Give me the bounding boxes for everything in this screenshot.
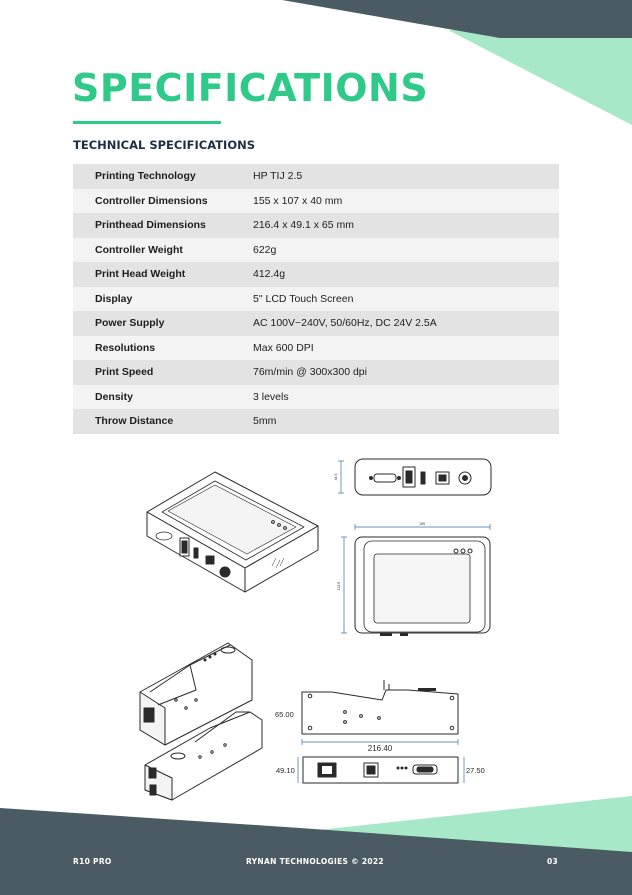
- controller-front-height-label: 44.6: [334, 473, 338, 481]
- section-subtitle: TECHNICAL SPECIFICATIONS: [73, 138, 256, 152]
- printhead-side-view: [275, 680, 458, 753]
- spec-value: 216.4 x 49.1 x 65 mm: [253, 219, 354, 232]
- spec-label: Printhead Dimensions: [95, 219, 206, 232]
- spec-value: 5mm: [253, 415, 277, 428]
- controller-top-view: [337, 522, 490, 636]
- spec-value: 412.4g: [253, 268, 286, 281]
- controller-height-label: 113.6: [337, 581, 341, 591]
- spec-value: 3 levels: [253, 390, 289, 403]
- footer-model: R10 PRO: [73, 857, 112, 866]
- printhead-top-view: [276, 757, 485, 783]
- spec-label: Density: [95, 390, 133, 403]
- spec-value: AC 100V~240V, 50/60Hz, DC 24V 2.5A: [253, 317, 437, 330]
- spec-label: Resolutions: [95, 341, 156, 354]
- printhead-face-label: 27.50: [466, 766, 485, 775]
- spec-label: Print Head Weight: [95, 268, 186, 281]
- footer-page-number: 03: [547, 857, 559, 866]
- spec-value: 622g: [253, 243, 277, 256]
- controller-isometric-drawing: [147, 472, 318, 661]
- spec-label: Display: [95, 292, 133, 305]
- spec-label: Printing Technology: [95, 170, 196, 183]
- spec-value: 76m/min @ 300x300 dpi: [253, 366, 367, 379]
- printhead-height-label: 65.00: [275, 710, 294, 719]
- spec-label: Power Supply: [95, 317, 165, 330]
- spec-label: Controller Weight: [95, 243, 183, 256]
- spec-value: 155 x 107 x 40 mm: [253, 194, 343, 207]
- spec-label: Print Speed: [95, 366, 154, 379]
- spec-value: HP TIJ 2.5: [253, 170, 303, 183]
- controller-width-label: 155: [419, 522, 425, 526]
- spec-value: 5" LCD Touch Screen: [253, 292, 354, 305]
- footer-company: RYNAN TECHNOLOGIES © 2022: [246, 857, 384, 866]
- spec-value: Max 600 DPI: [253, 341, 314, 354]
- spec-label: Controller Dimensions: [95, 194, 208, 207]
- printhead-depth-label: 49.10: [276, 766, 295, 775]
- controller-front-view: [334, 459, 491, 495]
- page-title: SPECIFICATIONS: [72, 66, 429, 110]
- printhead-length-label: 216.40: [367, 744, 393, 753]
- spec-label: Throw Distance: [95, 415, 174, 428]
